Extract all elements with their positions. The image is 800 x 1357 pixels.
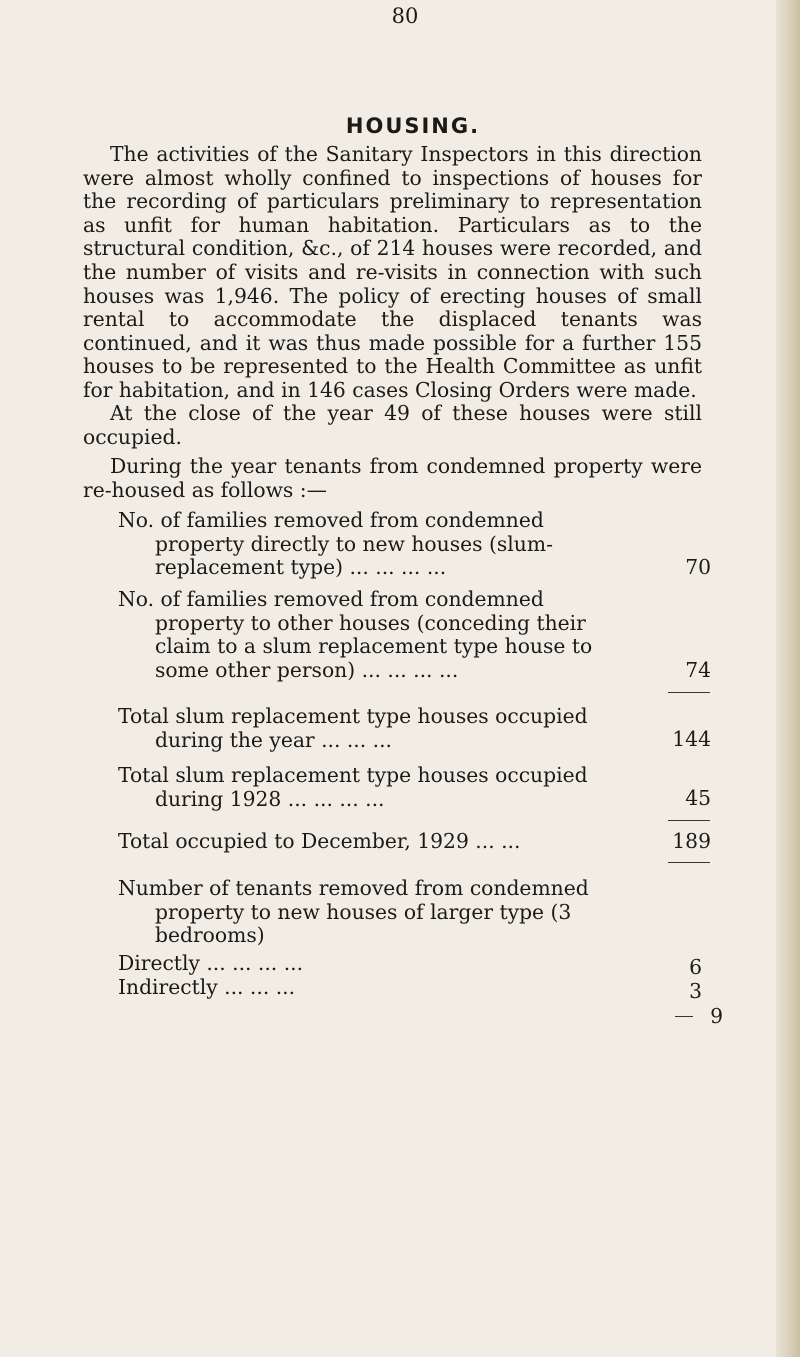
directly-label: Directly ... ... ... ... xyxy=(118,951,304,975)
rehoused-item-label: No. of families removed from condemned property directly to new houses (slum-replacement type) ... ... ... ... xyxy=(118,508,553,580)
larger-type-label: Number of tenants removed from condemned property to new houses of larger type (3 bedrooms) xyxy=(118,876,589,948)
page-number: 80 xyxy=(391,4,419,28)
total-december-label: Total occupied to December, 1929 ... ... xyxy=(118,829,521,853)
total-year-label: Total slum replacement type houses occupied during the year ... ... ... xyxy=(118,704,588,752)
total-rule xyxy=(668,692,710,693)
total-december-value: 189 xyxy=(672,829,711,853)
total-1928-value: 45 xyxy=(685,786,711,810)
total-rule xyxy=(668,820,710,821)
page-title: HOUSING. xyxy=(345,114,481,138)
occupied-paragraph: At the close of the year 49 of these houses were still occupied. xyxy=(83,401,702,449)
page-edge xyxy=(776,0,800,1357)
rehoused-item-value: 74 xyxy=(685,658,711,682)
total-1928-label: Total slum replacement type houses occupied during 1928 ... ... ... ... xyxy=(118,763,588,811)
directly-value: 6 xyxy=(689,955,702,979)
larger-total-value: 9 xyxy=(710,1004,723,1028)
rehoused-item-value: 70 xyxy=(685,555,711,579)
rehoused-intro: During the year tenants from condemned property were re-housed as follows :— xyxy=(83,454,702,502)
indirectly-label: Indirectly ... ... ... xyxy=(118,975,296,999)
indirectly-value: 3 xyxy=(689,979,702,1003)
intro-paragraph: The activities of the Sanitary Inspectors in this direction were almost wholly confined to inspections of houses for the recording of particulars preliminary to representation as unfit for human habitation. Particulars as to the structural condition, &c., of 214 houses were recorded, and the number of visits and re-visits in connection with such houses was 1,946. The policy of erecting houses of small rental to accommodate the displaced tenants was continued, and it was thus made possible for a further 155 houses to be represented to the Health Committee as unfit for habitation, and in 146 cases Closing Orders were made. xyxy=(83,142,702,402)
rehoused-item-label: No. of families removed from condemned property to other houses (conceding their claim to a slum replacement type house to some other person) ... ... ... ... xyxy=(118,587,593,682)
total-rule xyxy=(668,862,710,863)
total-year-value: 144 xyxy=(672,727,711,751)
